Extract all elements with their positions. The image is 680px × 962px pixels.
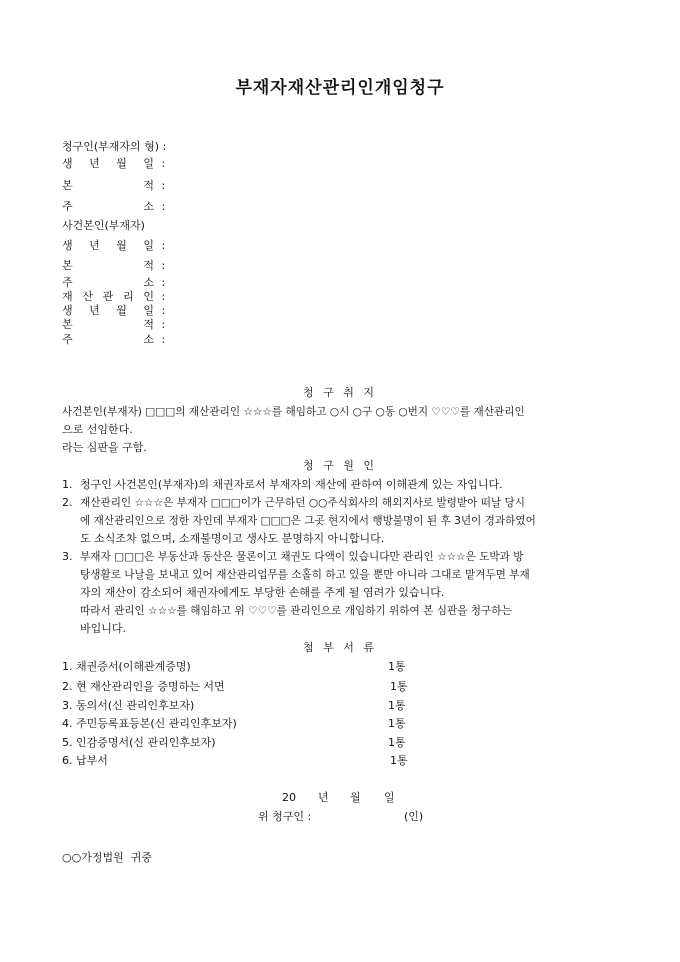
cause-item-2-line: 재산관리인 ☆☆☆은 부재자 □□□이가 근무하던 ○○주식회사의 해외지사로 발령받아 떠날 당시 xyxy=(80,497,526,509)
field-label: 본 적 xyxy=(62,318,154,331)
claimant-domicile-row xyxy=(62,179,165,193)
claimant-address-row xyxy=(62,200,165,214)
manager-birthdate-row xyxy=(62,304,165,318)
field-colon: : xyxy=(161,157,166,170)
cause-item-3-line: 따라서 관리인 ☆☆☆를 해임하고 위 ♡♡♡를 관리인으로 개임하기 위하여 본 심판을 청구하는 xyxy=(80,605,512,617)
field-label: 생 년 월 일 xyxy=(62,304,154,317)
cause-item-3-line: 바입니다. xyxy=(80,622,127,635)
principal-header: 사건본인(부재자) xyxy=(62,219,145,232)
date-day-unit: 일 xyxy=(384,791,395,804)
purpose-line-3: 라는 심판을 구함. xyxy=(62,441,147,454)
attachment-item-count: 1통 xyxy=(388,699,406,712)
purpose-line-1: 사건본인(부재자) □□□의 재산관리인 ☆☆☆를 해임하고 ○시 ○구 ○동 ○번지 ♡♡♡를 재산관리인 xyxy=(62,406,525,418)
claimant-header: 청구인(부재자의 형) : xyxy=(62,140,167,153)
cause-item-3-line: 자의 재산이 감소되어 채권자에게도 부당한 손해를 주게 될 염려가 있습니다. xyxy=(80,586,445,599)
field-label: 주 소 xyxy=(62,276,154,289)
field-label: 본 적 xyxy=(62,259,154,272)
principal-property-manager-row xyxy=(62,290,165,304)
purpose-line-2: 으로 선임한다. xyxy=(62,423,133,436)
attachment-item-count: 1통 xyxy=(388,736,406,749)
cause-item-2-line: 에 재산관리인으로 정한 자인데 부재자 □□□은 그곳 현지에서 행방불명이 된 후 3년이 경과하였어 xyxy=(80,515,536,527)
document-title: 부재자재산관리인개임청구 xyxy=(235,78,445,98)
principal-domicile-row xyxy=(62,259,165,273)
field-label: 생 년 월 일 xyxy=(62,157,154,170)
attachment-item-label: 2. 현 재산관리인을 증명하는 서면 xyxy=(62,680,225,693)
field-colon: : xyxy=(161,276,166,289)
attachment-item-label: 6. 납부서 xyxy=(62,754,108,767)
field-colon: : xyxy=(161,179,166,192)
field-colon: : xyxy=(161,333,166,346)
attachment-item-count: 1통 xyxy=(388,717,406,730)
signature-seal: (인) xyxy=(404,810,424,823)
field-colon: : xyxy=(161,259,166,272)
field-colon: : xyxy=(161,200,166,213)
attachment-item-label: 1. 채권증서(이해관계증명) xyxy=(62,660,191,673)
field-colon: : xyxy=(161,239,166,252)
field-label: 재 산 관 리 인 xyxy=(62,290,154,303)
cause-item-3-num: 3. xyxy=(62,550,73,563)
field-label: 주 소 xyxy=(62,333,154,346)
cause-item-1-line: 청구인 사건본인(부재자)의 채권자로서 부재자의 재산에 관하여 이해관계 있는 자입니다. xyxy=(80,478,503,491)
date-month-unit: 월 xyxy=(350,791,361,804)
signature-claimant-label: 위 청구인 : xyxy=(258,810,312,823)
manager-address-row xyxy=(62,333,165,347)
field-label: 생 년 월 일 xyxy=(62,239,154,252)
court-addressee: ○○가정법원 귀중 xyxy=(62,851,152,864)
attachment-item-label: 5. 인감증명서(신 관리인후보자) xyxy=(62,736,216,749)
date-year-unit: 년 xyxy=(318,791,329,804)
claimant-birthdate-row xyxy=(62,157,165,171)
manager-domicile-row xyxy=(62,318,165,332)
cause-item-2-num: 2. xyxy=(62,496,73,509)
cause-item-3-line: 탕생활로 나날을 보내고 있어 재산관리업무를 소홀히 하고 있을 뿐만 아니라 그대로 맡겨두면 부재 xyxy=(80,569,530,581)
attachment-item-count: 1통 xyxy=(388,660,406,673)
cause-heading: 청 구 원 인 xyxy=(303,459,377,472)
principal-birthdate-row xyxy=(62,239,165,253)
attachment-item-label: 4. 주민등록표등본(신 관리인후보자) xyxy=(62,717,237,730)
purpose-heading: 청 구 취 지 xyxy=(303,386,377,399)
field-colon: : xyxy=(161,318,166,331)
cause-item-2-line: 도 소식조차 없으며, 소재불명이고 생사도 분명하지 아니합니다. xyxy=(80,532,385,545)
principal-address-row xyxy=(62,276,165,290)
field-colon: : xyxy=(161,304,166,317)
cause-item-1-num: 1. xyxy=(62,478,73,491)
attachment-item-label: 3. 동의서(신 관리인후보자) xyxy=(62,699,195,712)
attachment-item-count: 1통 xyxy=(390,754,408,767)
field-colon: : xyxy=(161,290,166,303)
field-label: 주 소 xyxy=(62,200,154,213)
cause-item-3-line: 부재자 □□□은 부동산과 동산은 물론이고 채권도 다액이 있습니다만 관리인 ☆☆☆은 도박과 방 xyxy=(80,551,524,563)
attachment-item-count: 1통 xyxy=(390,680,408,693)
attachments-heading: 첨 부 서 류 xyxy=(303,641,377,654)
field-label: 본 적 xyxy=(62,179,154,192)
date-year: 20 xyxy=(282,791,296,804)
